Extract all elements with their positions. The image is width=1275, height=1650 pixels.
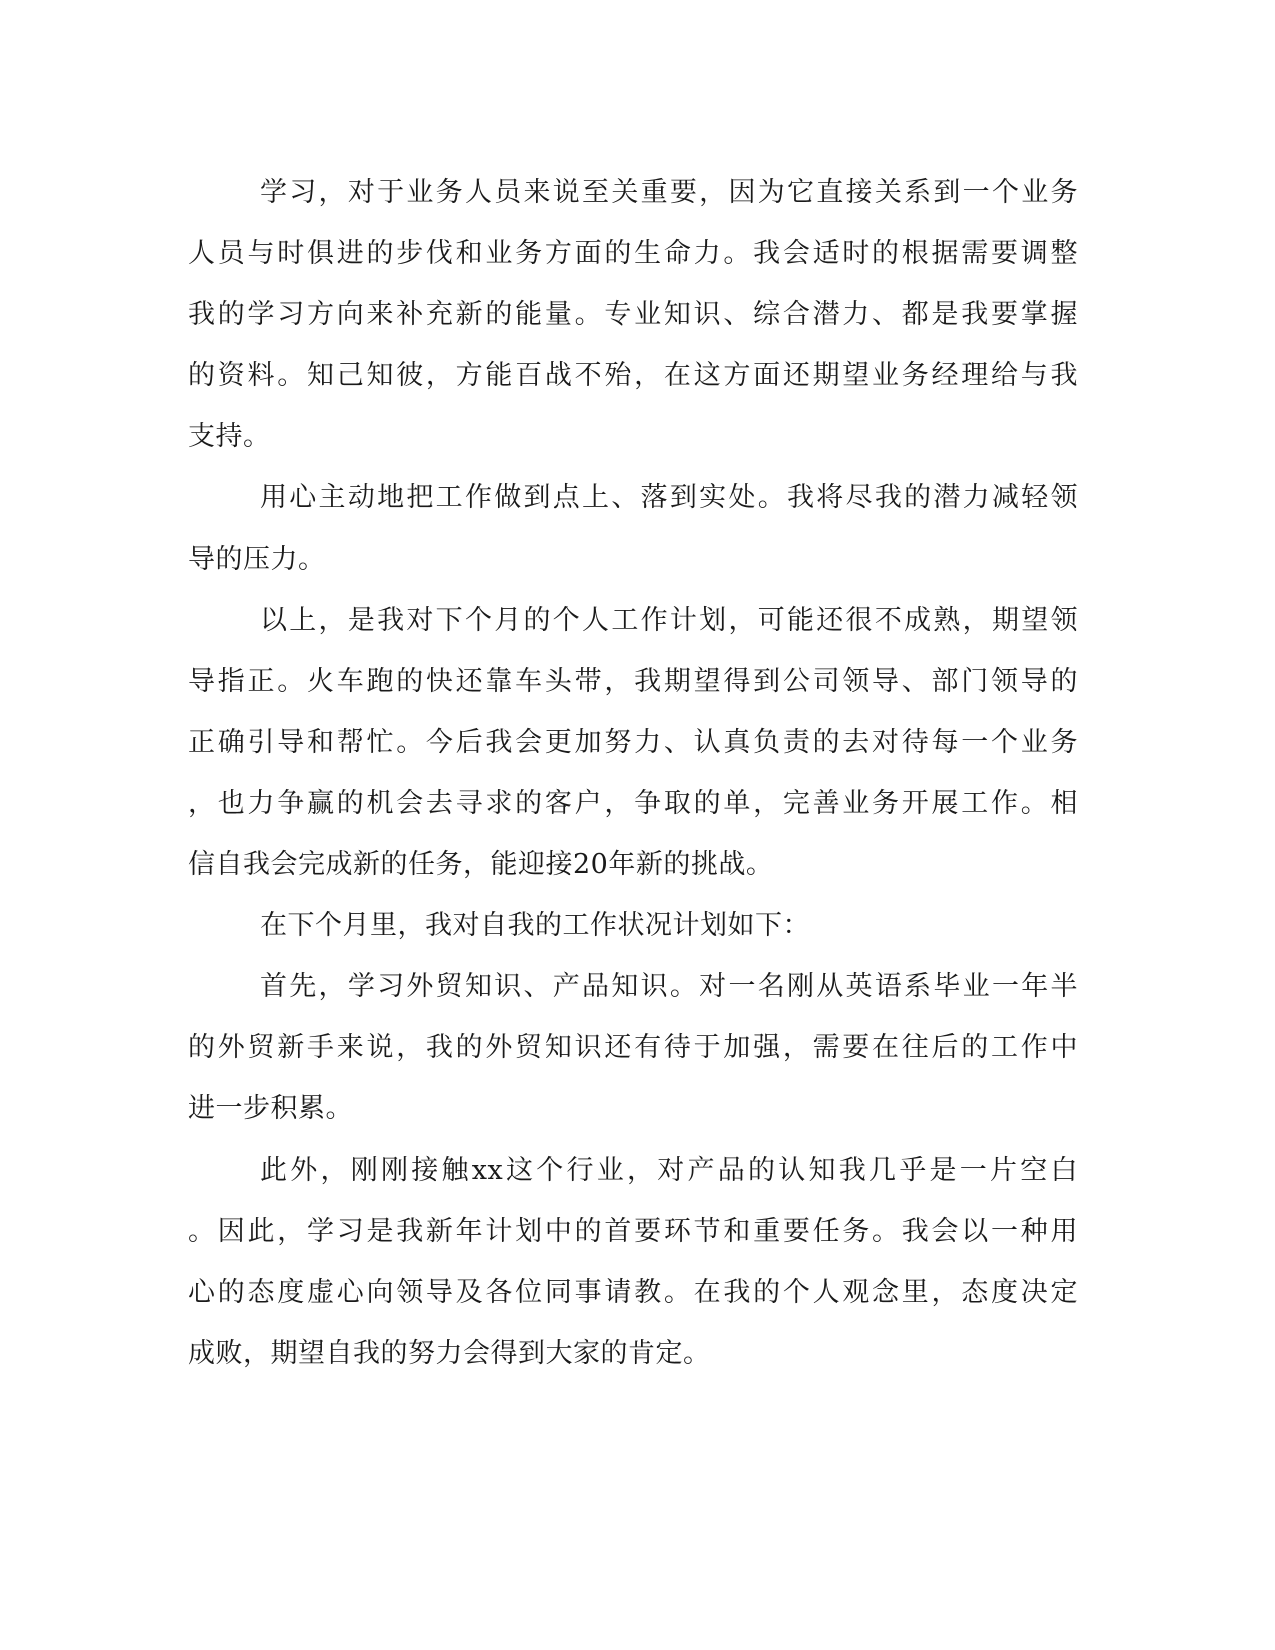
paragraph-1-line-3: 我的学习方向来补充新的能量。专业知识、综合潜力、都是我要掌握: [188, 299, 1078, 331]
paragraph-3-line-4: ，也力争赢的机会去寻求的客户，争取的单，完善业务开展工作。相: [188, 787, 1078, 819]
paragraph-1-line-4: 的资料。知己知彼，方能百战不殆，在这方面还期望业务经理给与我: [188, 360, 1078, 392]
paragraph-5-line-3: 进一步积累。: [188, 1093, 353, 1125]
paragraph-1-line-5: 支持。: [188, 421, 271, 453]
paragraph-6-line-1: 此外，刚刚接触xx这个行业，对产品的认知我几乎是一片空白: [260, 1154, 1078, 1186]
paragraph-6-line-2: 。因此，学习是我新年计划中的首要环节和重要任务。我会以一种用: [188, 1215, 1078, 1247]
paragraph-3-line-3: 正确引导和帮忙。今后我会更加努力、认真负责的去对待每一个业务: [188, 726, 1078, 758]
paragraph-4-line-1: 在下个月里，我对自我的工作状况计划如下：: [260, 910, 810, 942]
paragraph-3-line-2: 导指正。火车跑的快还靠车头带，我期望得到公司领导、部门领导的: [188, 665, 1078, 697]
paragraph-2-line-2: 导的压力。: [188, 543, 326, 575]
paragraph-5-line-2: 的外贸新手来说，我的外贸知识还有待于加强，需要在往后的工作中: [188, 1032, 1078, 1064]
body-text: [188, 162, 1078, 1384]
paragraph-1-line-1: 学习，对于业务人员来说至关重要，因为它直接关系到一个业务: [260, 177, 1078, 208]
paragraph-6-line-3: 心的态度虚心向领导及各位同事请教。在我的个人观念里，态度决定: [188, 1276, 1078, 1308]
paragraph-3-line-1: 以上，是我对下个月的个人工作计划，可能还很不成熟，期望领: [260, 604, 1078, 636]
paragraph-6-line-4: 成败，期望自我的努力会得到大家的肯定。: [188, 1337, 711, 1369]
paragraph-5-line-1: 首先，学习外贸知识、产品知识。对一名刚从英语系毕业一年半: [260, 971, 1078, 1003]
paragraph-3-line-5: 信自我会完成新的任务，能迎接20年新的挑战。: [188, 849, 774, 881]
paragraph-2-line-1: 用心主动地把工作做到点上、落到实处。我将尽我的潜力减轻领: [260, 482, 1078, 514]
paragraph-1-line-2: 人员与时俱进的步伐和业务方面的生命力。我会适时的根据需要调整: [188, 238, 1078, 270]
